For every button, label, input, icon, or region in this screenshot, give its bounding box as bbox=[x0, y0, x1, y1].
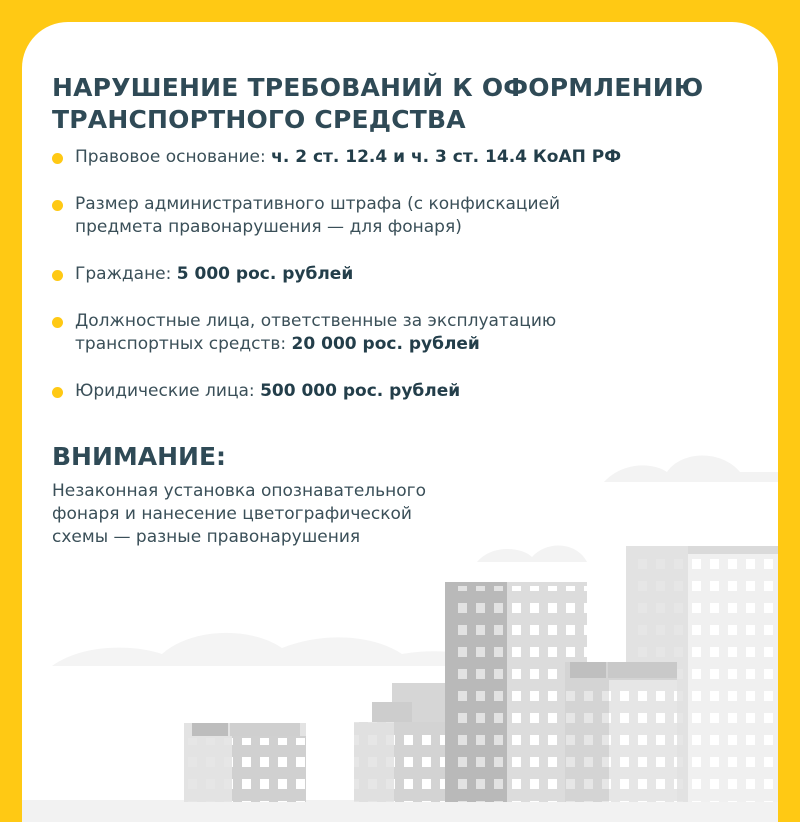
list-item-fine-size bbox=[52, 193, 752, 239]
cloud-shape bbox=[477, 546, 587, 562]
bullet-dot-icon bbox=[52, 153, 63, 164]
page-title bbox=[52, 72, 752, 136]
legal-entities-value: 500 000 рос. рублей bbox=[260, 381, 461, 401]
officials-value: 20 000 рос. рублей bbox=[291, 334, 480, 354]
officials-line-1: Должностные лица, ответственные за эксплуатацию bbox=[75, 311, 557, 331]
bullet-dot-icon bbox=[52, 387, 63, 398]
info-list bbox=[52, 146, 752, 403]
building-shape bbox=[184, 723, 306, 802]
citizens-value: 5 000 рос. рублей bbox=[176, 264, 354, 284]
bullet-dot-icon bbox=[52, 200, 63, 211]
building-shape bbox=[565, 662, 677, 802]
list-item-legal-entities bbox=[52, 380, 752, 403]
attention-title: ВНИМАНИЕ: bbox=[52, 442, 227, 471]
attention-line-2: фонаря и нанесение цветографической bbox=[52, 504, 412, 524]
ground-shape bbox=[22, 800, 778, 822]
officials-label: транспортных средств: bbox=[75, 334, 292, 354]
bullet-dot-icon bbox=[52, 317, 63, 328]
list-item-citizens bbox=[52, 263, 752, 286]
page-title-line-2: ТРАНСПОРТНОГО СРЕДСТВА bbox=[52, 105, 466, 134]
attention-line-1: Незаконная установка опознавательного bbox=[52, 481, 427, 501]
citizens-label: Граждане: bbox=[75, 264, 177, 284]
legal-basis-label: Правовое основание: bbox=[75, 147, 272, 167]
cloud-shape bbox=[604, 456, 778, 483]
fine-size-line-2: предмета правонарушения — для фонаря) bbox=[75, 217, 462, 237]
list-item-officials bbox=[52, 310, 752, 356]
fine-size-line-1: Размер административного штрафа (с конфискацией bbox=[75, 194, 561, 214]
legal-entities-label: Юридические лица: bbox=[75, 381, 261, 401]
attention-line-3: схемы — разные правонарушения bbox=[52, 527, 361, 547]
list-item-legal-basis bbox=[52, 146, 752, 169]
cloud-shape bbox=[52, 633, 502, 666]
legal-basis-value: ч. 2 ст. 12.4 и ч. 3 ст. 14.4 КоАП РФ bbox=[271, 147, 622, 167]
city-skyline-illustration bbox=[22, 422, 778, 822]
content-card bbox=[22, 22, 778, 822]
bullet-dot-icon bbox=[52, 270, 63, 281]
page-title-line-1: НАРУШЕНИЕ ТРЕБОВАНИЙ К ОФОРМЛЕНИЮ bbox=[52, 73, 704, 102]
